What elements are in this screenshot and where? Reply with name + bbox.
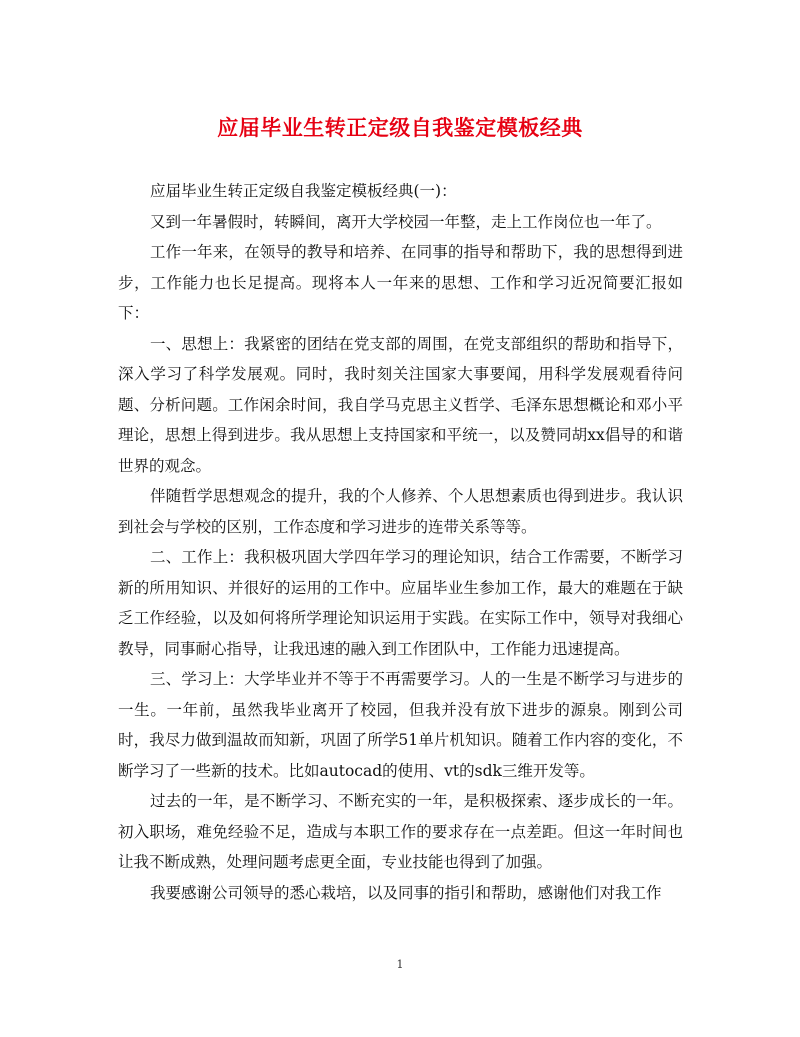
paragraph: 我要感谢公司领导的悉心栽培，以及同事的指引和帮助，感谢他们对我工作 [150,883,662,902]
paragraph: 伴随哲学思想观念的提升，我的个人修养、个人思想素质也得到进步。我认识到社会与学校的区别，工作态度和学习进步的连带关系等等。 [118,487,683,536]
paragraph: 二、工作上：我积极巩固大学四年学习的理论知识，结合工作需要，不断学习新的所用知识、并很好的运用的工作中。应届毕业生参加工作，最大的难题在于缺乏工作经验，以及如何将所学理论知识运用于实践。在实际工作中，领导对我细心教导，同事耐心指导，让我迅速的融入到工作团队中，工作能力迅速提高。 [118,548,683,658]
document-body [118,176,683,908]
paragraph: 一、思想上：我紧密的团结在党支部的周围，在党支部组织的帮助和指导下，深入学习了科学发展观。同时，我时刻关注国家大事要闻，用科学发展观看待问题、分析问题。工作闲余时间，我自学马克思主义哲学、毛泽东思想概论和邓小平理论，思想上得到进步。我从思想上支持国家和平统一，以及赞同胡xx倡导的和谐世界的观念。 [118,334,683,475]
paragraph: 应届毕业生转正定级自我鉴定模板经典(一)： [150,182,457,200]
page-number: 1 [396,958,404,971]
paragraph: 三、学习上：大学毕业并不等于不再需要学习。人的一生是不断学习与进步的一生。一年前，虽然我毕业离开了校园，但我并没有放下进步的源泉。刚到公司时，我尽力做到温故而知新，巩固了所学51单片机知识。随着工作内容的变化，不断学习了一些新的技术。比如autocad的使用、vt的sdk三维开发等。 [118,670,683,780]
document-title: 应届毕业生转正定级自我鉴定模板经典 [217,116,583,140]
paragraph: 过去的一年，是不断学习、不断充实的一年，是积极探索、逐步成长的一年。初入职场，难免经验不足，造成与本职工作的要求存在一点差距。但这一年时间也让我不断成熟，处理问题考虑更全面，专业技能也得到了加强。 [118,792,683,871]
paragraph: 又到一年暑假时，转瞬间，离开大学校园一年整，走上工作岗位也一年了。 [150,212,662,231]
paragraph: 工作一年来，在领导的教导和培养、在同事的指导和帮助下，我的思想得到进步，工作能力也长足提高。现将本人一年来的思想、工作和学习近况简要汇报如下： [118,243,683,322]
